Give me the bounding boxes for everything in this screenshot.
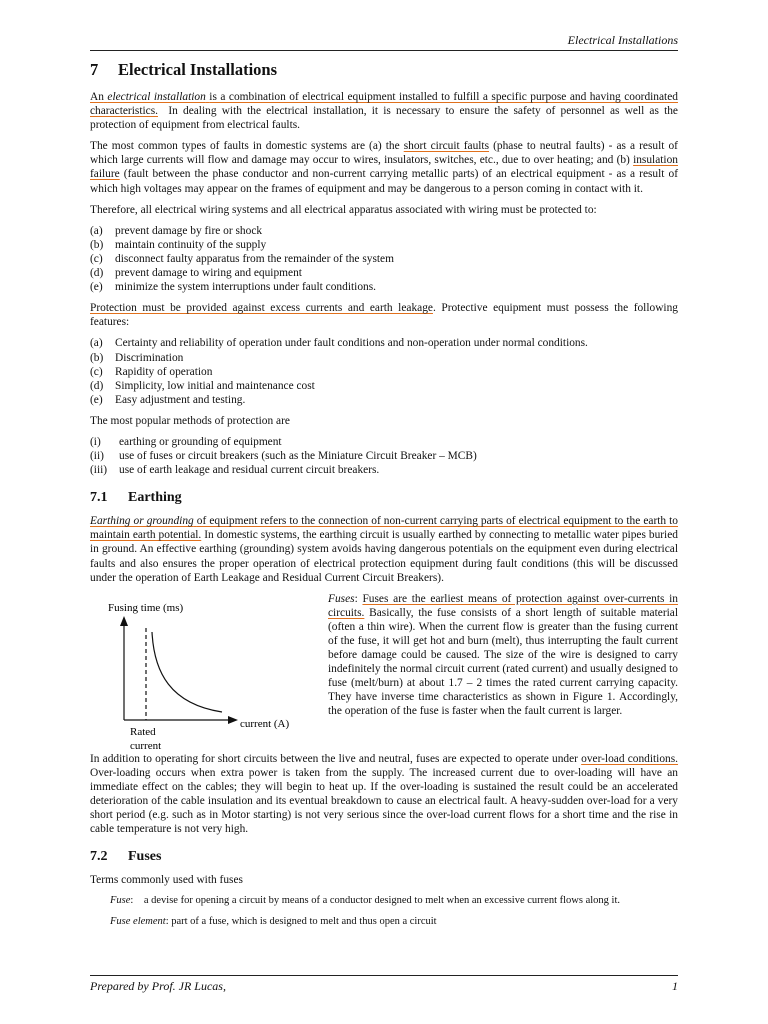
page-body xyxy=(90,60,678,936)
highlight-overload: over-load conditions. xyxy=(581,752,679,765)
term-electrical-installation: electrical installation xyxy=(107,91,206,103)
list-label: (ii) xyxy=(90,450,104,463)
term-name: Fuse xyxy=(110,895,131,907)
list-label: (iii) xyxy=(90,464,108,477)
x-axis-label: current (A) xyxy=(240,717,290,730)
list-text: prevent damage to wiring and equipment xyxy=(115,267,302,280)
list-text: prevent damage by fire or shock xyxy=(115,224,263,237)
page-footer xyxy=(90,975,678,994)
list-text: maintain continuity of the supply xyxy=(115,238,267,251)
paragraph-intro xyxy=(90,90,678,132)
paragraph-faults xyxy=(90,139,678,195)
section-7-2-heading xyxy=(90,848,678,866)
term-fuses: Fuses xyxy=(328,592,355,605)
term-definition: part of a fuse, which is designed to melt and thus open a circuit xyxy=(171,916,437,928)
x-axis-arrow xyxy=(228,716,238,724)
section-number: 7 xyxy=(90,60,99,79)
text-span: In domestic systems, the earthing circuit is usually earthed by connecting to metallic water pipes buried in ground. An effective earthing (grounding) system avoids having dangerous potentials on the equipment even during electrical faults and also ensures the proper operation of electrical protection equipment during fault conditions (this will be discussed under the operation of Earth Leakage and Residual Current Circuit Breakers). xyxy=(90,529,678,584)
page-number: 1 xyxy=(672,979,678,993)
highlight-insulation-failure: insulation failure xyxy=(90,154,678,181)
paragraph-terms-intro: Terms commonly used with fuses xyxy=(90,874,243,887)
y-axis-label: Fusing time (ms) xyxy=(108,601,184,614)
list-item xyxy=(90,379,678,393)
section-7-heading xyxy=(90,60,678,80)
highlight-short-circuit-faults: short circuit faults xyxy=(403,140,490,153)
term-sep: : xyxy=(165,916,169,928)
list-item xyxy=(90,238,678,252)
list-item xyxy=(90,266,678,280)
running-header: Electrical Installations xyxy=(90,33,678,51)
list-item xyxy=(90,336,678,350)
paragraph-protect: Therefore, all electrical wiring systems and all electrical apparatus associated with wiring must be protected to: xyxy=(90,203,597,216)
list-text: Simplicity, low initial and maintenance cost xyxy=(115,379,315,392)
document-page xyxy=(90,0,678,1024)
list-item xyxy=(90,224,678,238)
text-span: (fault between the phase conductor and non-current carrying metallic parts) of an electrical equipment - as a result of which high voltages may appear on the frames of equipment and may be dangerous to a person coming in contact with it. xyxy=(90,168,678,195)
list-item xyxy=(90,435,678,449)
term-name: Fuse element xyxy=(110,916,166,928)
term-item xyxy=(110,915,678,928)
y-axis-arrow xyxy=(120,616,128,626)
list-item xyxy=(90,463,678,477)
list-label: (d) xyxy=(90,267,104,280)
text-span: Over-loading occurs when extra power is taken from the supply. The increased current due to over-loading will have an immediate effect on the cables; they will begin to heat up. If the over-loading is sustained the result could be an accelerated deterioration of the cable insulation and its eventual breakdown to cause an electrical fault. A heavy-sudden over-load for a very short period (e.g. such as in Motor starting) is not very serious since the over-load current flows for a short time and the rise in cable temperature is not very high. xyxy=(90,766,678,836)
term-earthing: Earthing or grounding xyxy=(90,515,194,528)
paragraph-earthing xyxy=(90,514,678,584)
rated-label-line2: current xyxy=(130,739,162,752)
terms-list xyxy=(90,894,678,928)
term-item xyxy=(110,894,678,907)
list-label: (b) xyxy=(90,238,104,251)
list-label: (e) xyxy=(90,281,103,294)
paragraph-protection-features xyxy=(90,301,678,329)
inverse-time-curve xyxy=(152,632,222,712)
section-title: Earthing xyxy=(128,490,182,506)
list-item xyxy=(90,351,678,365)
text-span: In addition to operating for short circuits between the live and neutral, fuses are expected to operate under xyxy=(90,752,578,765)
features-list xyxy=(90,336,678,406)
list-item xyxy=(90,280,678,294)
term-sep: : xyxy=(130,895,134,907)
list-text: Easy adjustment and testing. xyxy=(115,393,246,406)
list-text: use of fuses or circuit breakers (such as the Miniature Circuit Breaker – MCB) xyxy=(119,450,477,463)
list-label: (c) xyxy=(90,365,103,378)
section-number: 7.1 xyxy=(90,490,108,506)
text-span: Basically, the fuse consists of a short length of suitable material (often a thin wire). When the current flow is greater than the fusing current of the fuse, it will get hot and burn (melt), thus interrupting the fault current before damage could be caused. The size of the wire is designed to carry indefinitely the normal circuit current (rated current) and usually designed to fuse (melt/burn) at about 1.7 – 2 times the rated current carrying capacity. They have inverse time characteristics as shown in Figure 1. Accordingly, the operation of the fuse is faster when the fault current is larger. xyxy=(328,606,678,718)
text-span: (phase to neutral faults) - as a result of which large currents will flow and damage may occur to wires, insulators, switches, etc., due to over heating; and (b) xyxy=(90,140,678,167)
fusing-time-figure xyxy=(90,592,318,752)
list-label: (b) xyxy=(90,351,104,364)
list-label: (e) xyxy=(90,393,103,406)
text-span: An xyxy=(90,91,104,103)
highlight-fuses: Fuses are the earliest means of protection against over-currents in circuits. xyxy=(328,592,678,619)
methods-list xyxy=(90,435,678,477)
list-text: disconnect faulty apparatus from the remainder of the system xyxy=(115,252,394,265)
fuse-figure-row xyxy=(90,592,678,752)
term-definition: a devise for opening a circuit by means of a conductor designed to melt when an excessive current flows along it. xyxy=(143,895,620,907)
list-item xyxy=(90,252,678,266)
list-label: (d) xyxy=(90,379,104,392)
protect-list xyxy=(90,224,678,294)
section-title: Fuses xyxy=(128,849,162,865)
text-span: In dealing with the electrical installation, it is necessary to ensure the safety of personnel as well as the protection of equipment from electrical faults. xyxy=(90,105,678,132)
text-span: is a combination of electrical equipment installed to fulfill a specific purpose and having coordinated characteristics. xyxy=(90,91,678,118)
list-label: (a) xyxy=(90,337,103,350)
list-text: minimize the system interruptions under fault conditions. xyxy=(115,281,376,294)
list-text: use of earth leakage and residual current circuit breakers. xyxy=(119,464,380,477)
paragraph-overload xyxy=(90,752,678,837)
section-number: 7.2 xyxy=(90,849,108,865)
highlight-protection: Protection must be provided against excess currents and earth leakage xyxy=(90,302,433,315)
footer-prepared-by: Prepared by Prof. JR Lucas, xyxy=(90,979,226,993)
list-label: (a) xyxy=(90,224,103,237)
list-label: (i) xyxy=(90,435,101,448)
text-span: of equipment refers to the connection of non-current carrying parts of electrical equipment to the earth to maintain earth potential. xyxy=(90,515,679,542)
list-item xyxy=(90,393,678,407)
text-span: . Protective equipment must possess the following features: xyxy=(90,302,678,329)
list-item xyxy=(90,449,678,463)
text-span: The most common types of faults in domestic systems are (a) the xyxy=(90,140,400,153)
paragraph-methods: The most popular methods of protection are xyxy=(90,414,290,427)
list-text: Discrimination xyxy=(115,351,184,364)
list-text: Rapidity of operation xyxy=(115,365,213,378)
list-text: Certainty and reliability of operation under fault conditions and non-operation under normal conditions. xyxy=(115,337,588,350)
list-label: (c) xyxy=(90,252,103,265)
rated-label-line1: Rated xyxy=(130,725,156,738)
section-title: Electrical Installations xyxy=(118,60,278,79)
list-item xyxy=(90,365,678,379)
fuses-paragraph: Fuses: Fuses are the earliest means of protection against over-currents in circuits. Basically, the fuse consists of a short length of suitable material (often a thin wire). When the current flow is greater than the fusing current of the fuse, it will get hot and burn (melt), thus interrupting the fault current before damage could be caused. The size of the wire is designed to carry indefinitely the normal circuit current (rated current) and usually designed to fuse (melt/burn) at about 1.7 – 2 times the rated current carrying capacity. They have inverse time characteristics as shown in Figure 1. Accordingly, the operation of the fuse is faster when the fault current is larger. xyxy=(328,592,678,718)
list-text: earthing or grounding of equipment xyxy=(119,435,282,448)
section-7-1-heading xyxy=(90,489,678,507)
